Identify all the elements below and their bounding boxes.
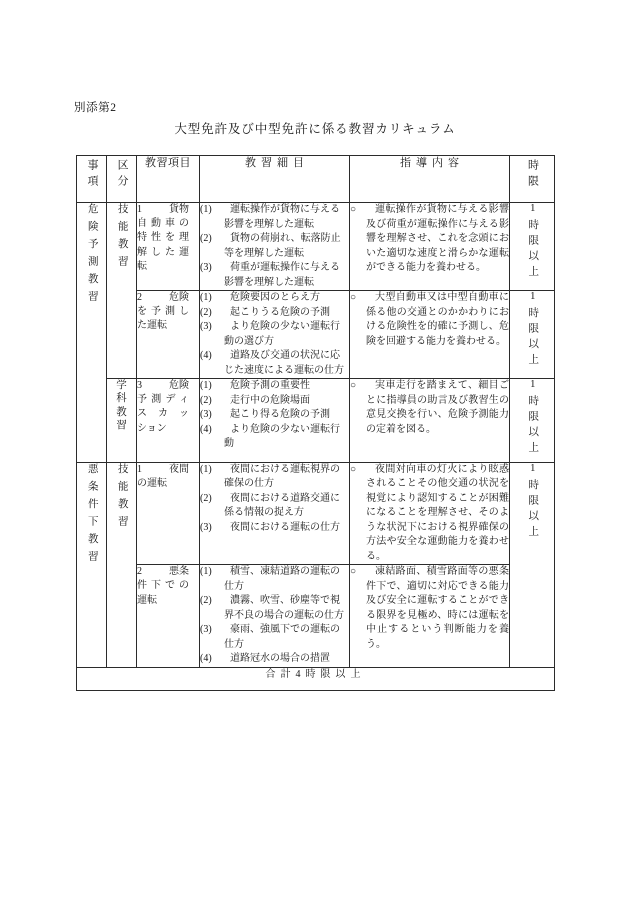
detail-item-text: 積雪、凍結道路の運転の仕方 xyxy=(224,566,340,592)
detail-item-text: 起こり得る危険の予測 xyxy=(230,409,330,420)
item-title-first-line xyxy=(137,291,189,305)
cell-saimoku xyxy=(200,291,350,379)
jikou-label: 悪条件下教習 xyxy=(86,462,98,568)
detail-item-number: (4) xyxy=(200,653,212,665)
detail-item xyxy=(200,652,349,667)
curriculum-table-wrapper xyxy=(76,155,554,691)
cell-shidou xyxy=(350,379,510,463)
total-cell: 合計4時限以上 xyxy=(77,667,555,690)
item-title-line: 自動車の xyxy=(137,217,189,229)
cell-koumoku xyxy=(137,565,200,668)
detail-item-number: (3) xyxy=(200,521,212,533)
cell-shidou xyxy=(350,565,510,668)
detail-item xyxy=(200,232,349,261)
table-row xyxy=(77,379,555,463)
guidance-text: 実車走行を踏まえて、細目ごとに指導員の助言及び教習生の意見交換を行い、危険予測能力の定着を図る。 xyxy=(366,380,509,435)
cell-saimoku xyxy=(200,379,350,463)
hours-label: 1時限以上 xyxy=(527,379,539,457)
detail-item-number: (3) xyxy=(200,624,212,636)
detail-item xyxy=(200,291,349,306)
detail-item-number: (2) xyxy=(200,492,212,504)
column-header-jigen-label: 時限 xyxy=(526,159,539,191)
guidance-bullet-icon: ○ xyxy=(350,380,357,391)
guidance-body xyxy=(350,565,509,652)
column-header-saimoku xyxy=(200,156,350,203)
detail-item-text: より危険の少ない運転行動 xyxy=(224,423,340,449)
detail-item xyxy=(200,349,349,378)
guidance-body xyxy=(350,203,509,276)
detail-list xyxy=(200,463,349,536)
column-header-kubun-label: 区分 xyxy=(116,159,128,191)
cell-kubun xyxy=(107,379,137,463)
detail-item-number: (1) xyxy=(200,463,212,475)
detail-item-number: (2) xyxy=(200,233,212,244)
detail-item xyxy=(200,379,349,394)
detail-item xyxy=(200,306,349,321)
detail-item xyxy=(200,492,349,521)
curriculum-table xyxy=(76,155,555,691)
cell-kubun xyxy=(107,462,137,667)
detail-item xyxy=(200,521,349,536)
item-title-line: の運転 xyxy=(137,477,167,489)
item-title-first-line xyxy=(137,379,189,393)
column-header-kubun xyxy=(107,156,137,203)
detail-item-number: (2) xyxy=(200,394,212,406)
detail-item-text: 走行中の危険場面 xyxy=(230,394,310,406)
detail-item xyxy=(200,203,349,232)
guidance-text: 夜間対向車の灯火により眩惑されることその他交通の状況を視覚により認知することが困難になることを理解させ、そのような状況下における視界確保の方法や安全な運動能力を養わせる。 xyxy=(366,463,509,562)
detail-item-text: 貨物の荷崩れ、転落防止等を理解した運転 xyxy=(224,233,341,259)
item-title-first-line xyxy=(137,565,189,579)
kubun-label: 学科教習 xyxy=(116,380,127,432)
detail-item-number: (2) xyxy=(200,595,212,607)
item-number: 1 xyxy=(137,463,142,475)
table-row xyxy=(77,291,555,379)
detail-item xyxy=(200,594,349,623)
item-title-line: 転 xyxy=(137,261,147,273)
cell-jigen xyxy=(510,203,555,291)
item-title-head: 貨物 xyxy=(169,204,189,215)
cell-jigen xyxy=(510,291,555,379)
item-title-head: 夜間 xyxy=(169,463,189,475)
detail-item-number: (1) xyxy=(200,292,212,303)
detail-item-text: 道路冠水の場合の措置 xyxy=(230,653,330,665)
detail-item-number: (2) xyxy=(200,306,212,318)
detail-item xyxy=(200,408,349,423)
item-title-line: 予測ディ xyxy=(137,393,189,405)
detail-item-text: 荷重が運転操作に与える影響を理解した運転 xyxy=(224,262,340,288)
cell-jikou xyxy=(77,203,107,463)
detail-item-text: 夜間における運転の仕方 xyxy=(230,521,340,533)
detail-item-number: (3) xyxy=(200,321,212,332)
detail-item-text: 豪雨、強風下での運転の仕方 xyxy=(224,624,340,650)
detail-item-text: 運転操作が貨物に与える影響を理解した運転 xyxy=(224,204,340,230)
jikou-label: 危険予測教習 xyxy=(86,203,98,308)
column-header-jikou-label: 事項 xyxy=(86,159,98,191)
cell-jikou xyxy=(77,462,107,667)
cell-shidou xyxy=(350,291,510,379)
detail-item-text: 夜間における運転視界の確保の仕方 xyxy=(224,463,340,490)
detail-list xyxy=(200,291,349,378)
item-number: 2 xyxy=(137,566,142,578)
table-header-row xyxy=(77,156,555,203)
column-header-shidou-label: 指導内容 xyxy=(400,157,464,169)
item-title-line: た運転 xyxy=(137,320,167,332)
table-row xyxy=(77,462,555,565)
detail-item-text: 道路及び交通の状況に応じた速度による運転の仕方 xyxy=(224,350,344,376)
guidance-bullet-icon: ○ xyxy=(350,292,357,303)
table-row xyxy=(77,565,555,668)
item-number: 1 xyxy=(137,204,142,215)
detail-item-text: 起こりうる危険の予測 xyxy=(230,306,330,318)
guidance-text: 運転操作が貨物に与える影響及び荷重が運転操作に与える影響を理解させ、これを念頭においた適切な速度と滑らかな運転ができる能力を養わせる。 xyxy=(366,204,509,273)
guidance-bullet-icon: ○ xyxy=(350,566,357,578)
guidance-text: 大型自動車又は中型自動車に係る他の交通とのかかわりにおける危険性を的確に予測し、危険を回避する能力を養わせる。 xyxy=(366,292,509,347)
item-number: 2 xyxy=(137,292,142,303)
detail-item-number: (4) xyxy=(200,350,212,361)
item-title-line: 特性を理 xyxy=(137,232,189,244)
table-total-row xyxy=(77,667,555,690)
column-header-jikou xyxy=(77,156,107,203)
cell-kubun xyxy=(107,203,137,379)
curriculum-table-body xyxy=(77,156,555,691)
detail-list xyxy=(200,565,349,667)
cell-shidou xyxy=(350,203,510,291)
cell-jigen xyxy=(510,379,555,463)
cell-koumoku xyxy=(137,291,200,379)
detail-item xyxy=(200,394,349,409)
guidance-body xyxy=(350,379,509,437)
guidance-text: 凍結路面、積雪路面等の悪条件下で、適切に対応できる能力及び安全に運転することができる限界を見極め、時には運転を中止するという判断能力を養う。 xyxy=(366,566,509,650)
detail-item-text: 濃霧、吹雪、砂塵等で視界不良の場合の運転の仕方 xyxy=(224,595,344,621)
guidance-body xyxy=(350,463,509,565)
item-title-line: スカッ xyxy=(137,408,189,420)
detail-item xyxy=(200,565,349,594)
detail-item-number: (3) xyxy=(200,262,212,273)
item-title-head: 危険 xyxy=(169,292,189,303)
cell-koumoku xyxy=(137,203,200,291)
item-title-first-line xyxy=(137,463,189,477)
item-title-line: 運転 xyxy=(137,594,157,606)
item-title-head: 危険 xyxy=(169,380,189,391)
detail-list xyxy=(200,379,349,452)
cell-koumoku xyxy=(137,379,200,463)
detail-item-text: 危険予測の重要性 xyxy=(230,380,310,391)
detail-item-text: より危険の少ない運転行動の選び方 xyxy=(224,321,340,347)
column-header-saimoku-label: 教習細目 xyxy=(245,157,309,169)
guidance-body xyxy=(350,291,509,349)
kubun-label: 技能教習 xyxy=(116,203,128,273)
detail-item-number: (1) xyxy=(200,566,212,578)
item-title-line: ション xyxy=(137,422,167,434)
item-title-line: 解した運 xyxy=(137,246,189,258)
detail-item xyxy=(200,261,349,290)
column-header-koumoku xyxy=(137,156,200,203)
guidance-bullet-icon: ○ xyxy=(350,204,357,215)
cell-koumoku xyxy=(137,462,200,565)
cell-jigen xyxy=(510,462,555,667)
detail-item-number: (3) xyxy=(200,409,212,420)
item-title-head: 悪条 xyxy=(169,566,189,578)
hours-label: 1時限以上 xyxy=(527,291,539,369)
guidance-bullet-icon: ○ xyxy=(350,463,357,475)
detail-item xyxy=(200,463,349,492)
column-header-shidou xyxy=(350,156,510,203)
detail-item xyxy=(200,320,349,349)
detail-item-number: (1) xyxy=(200,380,212,391)
detail-list xyxy=(200,203,349,290)
item-title-first-line xyxy=(137,203,189,217)
hours-label: 1時限以上 xyxy=(527,462,539,541)
detail-item xyxy=(200,423,349,452)
kubun-label: 技能教習 xyxy=(116,462,128,533)
cell-saimoku xyxy=(200,203,350,291)
detail-item xyxy=(200,623,349,652)
cell-saimoku xyxy=(200,565,350,668)
cell-shidou xyxy=(350,462,510,565)
attachment-label: 別添第2 xyxy=(74,102,117,114)
detail-item-number: (4) xyxy=(200,423,212,435)
table-row xyxy=(77,203,555,291)
column-header-koumoku-label: 教習項目 xyxy=(145,157,191,169)
item-number: 3 xyxy=(137,380,142,391)
hours-label: 1時限以上 xyxy=(527,203,539,281)
item-title-line: 件下での xyxy=(137,580,189,592)
item-title-line: を予測し xyxy=(137,305,189,317)
page-title: 大型免許及び中型免許に係る教習カリキュラム xyxy=(174,122,456,136)
detail-item-text: 危険要因のとらえ方 xyxy=(230,292,320,303)
detail-item-text: 夜間における道路交通に係る情報の捉え方 xyxy=(224,492,340,519)
detail-item-number: (1) xyxy=(200,204,212,215)
column-header-jigen xyxy=(510,156,555,203)
cell-saimoku xyxy=(200,462,350,565)
